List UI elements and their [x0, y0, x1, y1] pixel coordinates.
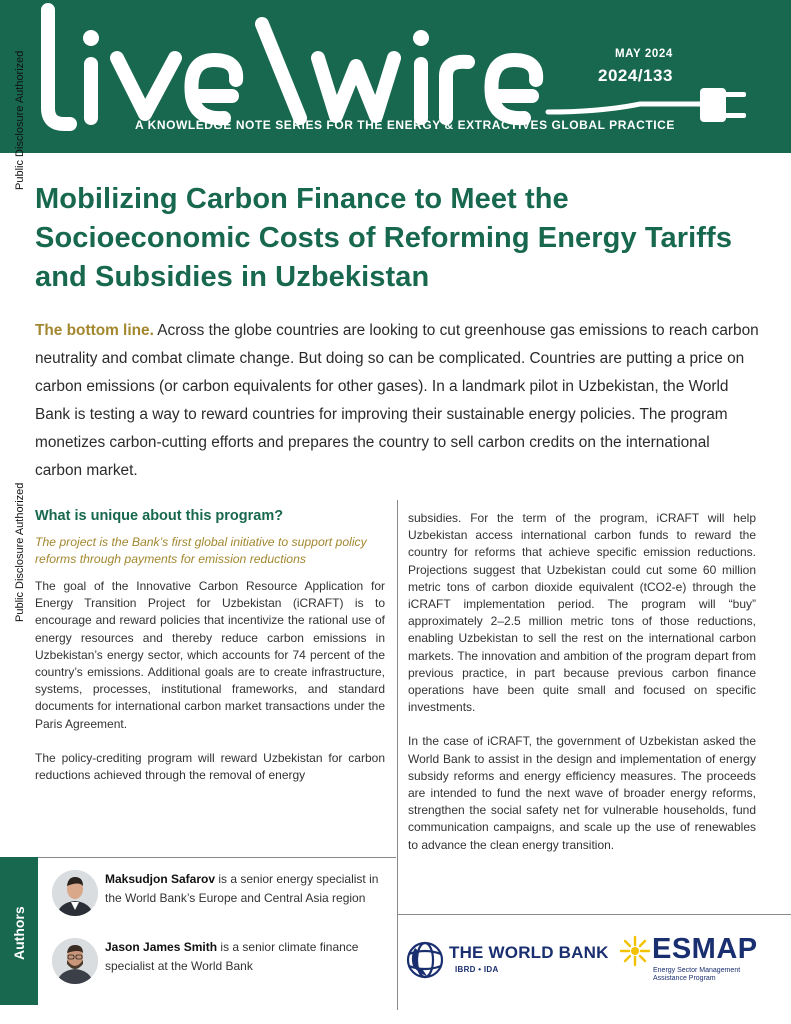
logos-divider: [398, 914, 791, 915]
disclosure-label-bottom: Public Disclosure Authorized: [14, 482, 26, 622]
bottom-line-text: Across the globe countries are looking to cut greenhouse gas emissions to reach carbon neutrality and combat climate change. But doing so can be complicated. Countries are putting a price on carbon emissions (or carbon equivalents for other gases). In a landmark pilot in Uzbekistan, the World Bank is testing a way to reward countries for improving their sustainable energy policies. The program monetizes carbon-cutting efforts and prepares the country to sell carbon credits on the international carbon market.: [35, 322, 759, 479]
body-paragraph: The policy-crediting program will reward Uzbekistan for carbon reductions achieved through the removal of energy: [35, 750, 385, 783]
body-paragraph: subsidies. For the term of the program, iCRAFT will help Uzbekistan access international carbon funds to reward the country for reforms that achieve specific emission reductions. Projections suggest that Uzbekistan could cut some 60 million metric tons of carbon dioxide equivalent (tCO2-e) through the iCRAFT implementation period. The program will “buy” approximately 2–2.5 million metric tons of those reductions, enabling Uzbekistan to sell the rest on the international carbon markets. The innovation and ambition of the program depart from previous practice, in part because previous carbon finance operations have been quite small and focused on specific investments.: [408, 511, 756, 715]
body-paragraph: In the case of iCRAFT, the government of Uzbekistan asked the World Bank to assist in the design and implementation of energy subsidy reforms and energy efficiency measures. The proceeds are intended to fund the next wave of broader energy reforms, strengthen the social safety net for vulnerable households, fund communication campaigns, and scale up the use of renewables to advance the clean energy transition.: [408, 734, 756, 852]
world-bank-sub: IBRD • IDA: [455, 965, 499, 974]
author-name: Maksudjon Safarov: [105, 872, 216, 886]
masthead: [0, 0, 791, 153]
author-bio: Maksudjon Safarov is a senior energy specialist in the World Bank’s Europe and Central Asia region: [105, 872, 379, 905]
author-bio: Jason James Smith is a senior climate finance specialist at the World Bank: [105, 940, 359, 973]
world-bank-name: THE WORLD BANK: [449, 943, 609, 962]
right-column: [408, 510, 756, 854]
author-name: Jason James Smith: [105, 940, 218, 954]
issue-number: 2024/133: [598, 66, 673, 85]
page-title: Mobilizing Carbon Finance to Meet the Socioeconomic Costs of Reforming Energy Tariffs and Subsidies in Uzbekistan: [35, 183, 733, 293]
body-paragraph: The goal of the Innovative Carbon Resource Application for Energy Transition Project for Uzbekistan (iCRAFT) is to encourage and reward policies that incentivize the rational use of energy resources and thereby reduce carbon emissions in Uzbekistan’s energy sector, which accounts for 74 percent of the country’s emissions. Additional goals are to create infrastructure, systems, processes, institutional frameworks, and standard documents for international carbon market transactions under the Paris Agreement.: [35, 579, 385, 731]
esmap-name: ESMAP: [652, 933, 758, 965]
column-divider: [397, 500, 398, 1010]
series-tagline: A KNOWLEDGE NOTE SERIES FOR THE ENERGY & EXTRACTIVES GLOBAL PRACTICE: [135, 118, 675, 132]
esmap-sun-icon: [618, 934, 652, 968]
authors-label: Authors: [11, 906, 27, 960]
left-column: [35, 508, 385, 784]
section-subhead: The project is the Bank’s first global initiative to support policy reforms through payments for emission reductions: [35, 535, 367, 566]
section-heading: What is unique about this program?: [35, 508, 284, 524]
issue-date: MAY 2024: [615, 48, 673, 60]
disclosure-label-top: Public Disclosure Authorized: [14, 50, 26, 190]
bottom-line-label: The bottom line.: [35, 322, 154, 339]
author-photo: [52, 870, 98, 916]
author-photo: [52, 938, 98, 984]
bottom-line-summary: [35, 317, 760, 485]
esmap-sub: Energy Sector Management Assistance Program: [653, 967, 741, 982]
